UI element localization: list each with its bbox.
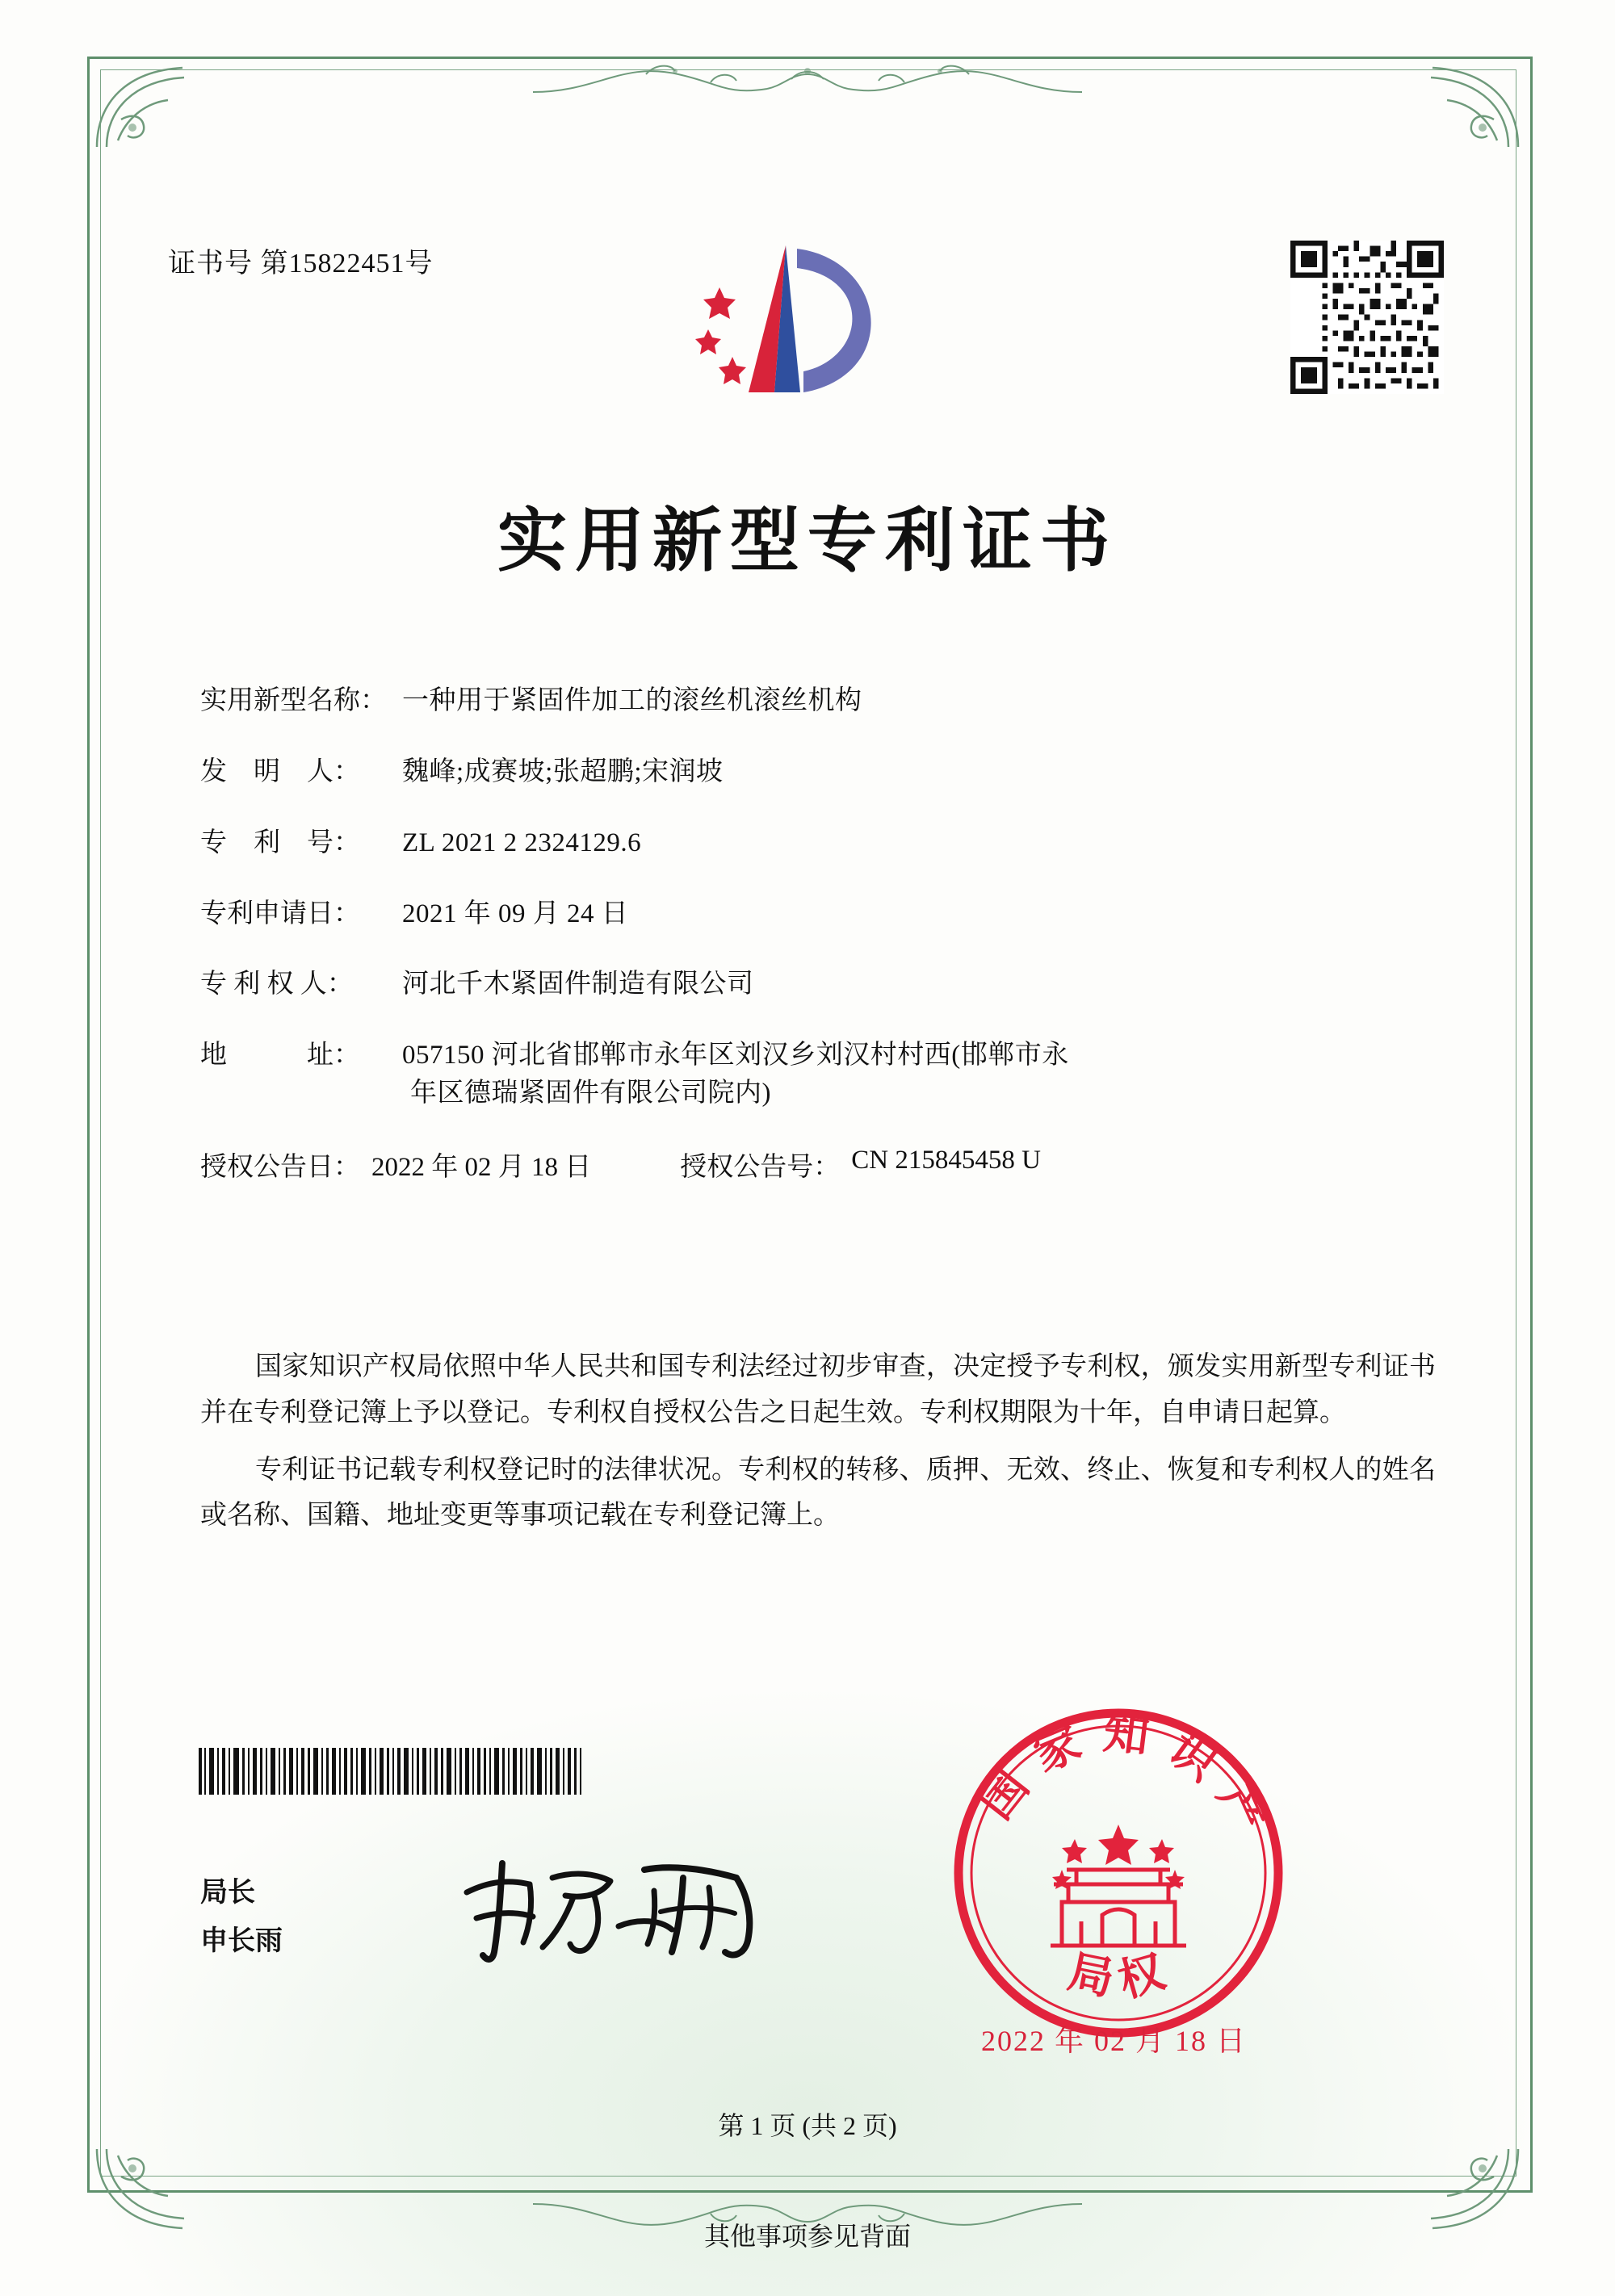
field-application-date <box>200 895 1428 933</box>
qr-code-icon <box>1290 241 1444 394</box>
legal-text-block <box>200 1344 1436 1550</box>
field-value: 一种用于紧固件加工的滚丝机滚丝机构 <box>402 686 862 715</box>
director-name-label: 申长雨 <box>200 1925 283 1956</box>
svg-text:国家知识产: 国家知识产 <box>969 1705 1282 1856</box>
paragraph-2: 专利证书记载专利权登记时的法律状况。专利权的转移、质押、无效、终止、恢复和专利权人的姓名或名称、国籍、地址变更等事项记载在专利登记簿上。 <box>200 1455 1436 1531</box>
top-flourish-ornament <box>525 50 1090 107</box>
barcode-icon <box>199 1748 610 1795</box>
field-value: 魏峰;成赛坡;张超鹏;宋润坡 <box>402 756 724 786</box>
field-label: 专 利 权 人： <box>200 970 354 999</box>
page-title: 实用新型专利证书 <box>497 500 1118 581</box>
paragraph-1: 国家知识产权局依照中华人民共和国专利法经过初步审查，决定授予专利权，颁发实用新型专利证书并在专利登记簿上予以登记。专利权自授权公告之日起生效。专利权期限为十年，自申请日起算。 <box>200 1352 1436 1427</box>
back-side-note: 其他事项参见背面 <box>703 2222 911 2251</box>
field-value-multiline <box>402 1037 1428 1112</box>
field-label: 发 明 人： <box>200 756 360 786</box>
field-value-line1: 057150 河北省邯郸市永年区刘汉乡刘汉村村西(邯郸市永 <box>402 1041 1069 1070</box>
grant-date-label: 授权公告日： <box>200 1153 360 1183</box>
grant-number-value: CN 215845458 U <box>851 1146 1041 1175</box>
field-label: 专 利 号： <box>200 827 360 857</box>
field-list <box>200 682 1428 1208</box>
field-grant-row <box>200 1146 1428 1184</box>
official-seal-icon <box>949 1703 1288 2043</box>
field-label: 地 址： <box>200 1041 360 1070</box>
field-patentee <box>200 966 1428 1003</box>
field-value-line2: 年区德瑞紧固件有限公司院内) <box>410 1079 771 1108</box>
director-role-label: 局长 <box>200 1878 255 1908</box>
signature-block <box>200 1869 283 1965</box>
grant-date-value: 2022 年 02 月 18 日 <box>371 1153 592 1183</box>
grant-number-label: 授权公告号： <box>680 1153 841 1183</box>
field-address <box>200 1037 1428 1112</box>
svg-text:局权: 局权 <box>1063 1941 1183 2009</box>
certificate-number: 证书号 第15822451号 <box>168 249 434 279</box>
cnipa-logo-icon <box>690 234 900 412</box>
field-patent-number <box>200 824 1428 862</box>
field-value: 河北千木紧固件制造有限公司 <box>402 970 754 999</box>
seal-date: 2022 年 02 月 18 日 <box>981 2025 1248 2057</box>
page-number: 第 1 页 (共 2 页) <box>718 2111 897 2140</box>
field-utility-model-name <box>200 682 1428 720</box>
field-inventors <box>200 753 1428 791</box>
field-value: ZL 2021 2 2324129.6 <box>402 827 642 857</box>
handwritten-signature <box>452 1849 791 1970</box>
field-label: 实用新型名称： <box>200 686 387 715</box>
field-value: 2021 年 09 月 24 日 <box>402 899 629 928</box>
field-label: 专利申请日： <box>200 899 360 928</box>
